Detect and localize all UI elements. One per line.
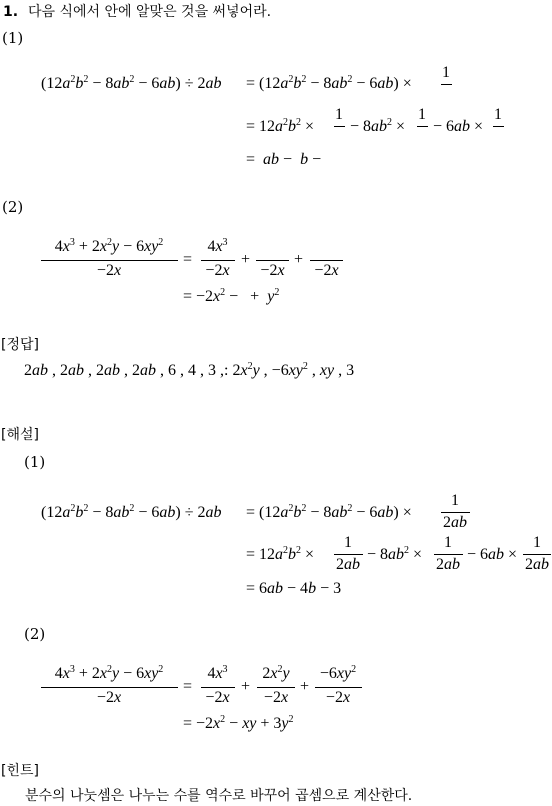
problem-p2-den: −2x xyxy=(96,262,122,279)
exp-p2-t1-bar xyxy=(201,687,235,688)
exp-p1-frac1-num: 1 xyxy=(451,492,459,509)
problem-p1-rhs2c: − 6ab × xyxy=(433,118,484,135)
exp-p1-rhs2: = $12a^2b^2$ × xyxy=(246,545,315,563)
exp-p2-t3-num: $-6xy^2$ xyxy=(319,664,357,682)
problem-p2-num: $4x^3 + 2x^2y - 6xy^2$ xyxy=(54,237,164,255)
problem-p1-rhs2b: − $8ab^2$ × xyxy=(350,117,406,135)
exp-p2-t3-bar xyxy=(315,687,362,688)
problem-p1-frac3-num: 1 xyxy=(418,106,426,123)
exp-p2-line2: = $-2x^2$ − xy + $3y^2$ xyxy=(183,714,294,732)
problem-p2-t1-num: $4x^3$ xyxy=(207,237,228,255)
problem-p1-frac4-num: 1 xyxy=(494,106,502,123)
problem-number: 1. xyxy=(3,4,19,20)
problem-p2-bar xyxy=(41,260,178,261)
exp-p1-rhs2b: − $8ab^2$ × xyxy=(367,545,423,563)
exp-p2-t2-num: $2x^2y$ xyxy=(262,664,290,682)
exp-p1-frac4-num: 1 xyxy=(533,534,541,551)
exp-p1-frac3-num: 1 xyxy=(444,534,452,551)
problem-p1-frac3-bar xyxy=(417,126,428,127)
exp-p2-num: $4x^3 + 2x^2y - 6xy^2$ xyxy=(54,664,164,682)
exp-p1-frac2-num: 1 xyxy=(344,534,352,551)
exp-p2-t2-bar xyxy=(257,687,295,688)
exp-p2-plus2: + xyxy=(300,678,310,695)
exp-p2-bar xyxy=(41,687,178,688)
exp-p1-rhs3: = 6ab − 4b − 3 xyxy=(246,580,342,597)
problem-p1-rhs3: = ab − b − xyxy=(246,151,322,168)
exp-p1-frac3-den: 2ab xyxy=(436,556,460,573)
explanation-part2-label: (2) xyxy=(24,625,46,643)
problem-p1-frac2-num: 1 xyxy=(335,106,343,123)
problem-p2-t1-den: −2x xyxy=(205,262,230,279)
problem-p2-t2-bar xyxy=(256,260,289,261)
problem-p1-frac4-bar xyxy=(493,126,504,127)
problem-instruction: 다음 식에서 안에 알맞은 것을 써넣어라. xyxy=(28,4,272,20)
exp-p1-rhs2c: − 6ab × xyxy=(467,546,518,563)
part1-label: (1) xyxy=(2,29,24,47)
answer-text: 2ab , 2ab , 2ab , 2ab , 6 , 4 , 3 ,: $2x^2y$ , $-6xy^2$ , xy , 3 xyxy=(24,361,355,379)
problem-p2-eq: = xyxy=(183,251,193,268)
problem-p2-t1-bar xyxy=(201,260,235,261)
problem-p1-frac2-bar xyxy=(334,126,345,127)
answer-label: [정답] xyxy=(1,337,39,353)
exp-p1-frac4-bar xyxy=(523,554,551,555)
problem-p2-t3-den: −2x xyxy=(314,262,339,279)
hint-label: [힌트] xyxy=(1,763,39,779)
exp-p1-frac2-bar xyxy=(334,554,363,555)
problem-p2-t2-den: −2x xyxy=(260,262,285,279)
exp-p2-t1-den: −2x xyxy=(205,689,230,706)
exp-p1-frac3-bar xyxy=(434,554,463,555)
explanation-part1-label: (1) xyxy=(24,453,46,471)
exp-p2-den: −2x xyxy=(96,689,122,706)
exp-p1-frac1-bar xyxy=(441,512,470,513)
exp-p1-frac1-den: 2ab xyxy=(443,514,467,531)
problem-p2-t3-bar xyxy=(310,260,343,261)
exp-p2-eq: = xyxy=(183,678,193,695)
hint-text: 분수의 나눗셈은 나누는 수를 역수로 바꾸어 곱셈으로 계산한다. xyxy=(25,788,413,804)
exp-p2-t1-num: $4x^3$ xyxy=(207,664,228,682)
problem-p2-line2: = $-2x^2$ − + $y^2$ xyxy=(183,287,280,305)
explanation-label: [해설] xyxy=(1,427,39,443)
exp-p1-lhs: $(12a^2b^2 - 8ab^2 - 6ab) \div 2ab$ xyxy=(41,503,222,521)
problem-p2-plus1: + xyxy=(241,251,251,268)
problem-p2-plus2: + xyxy=(294,251,304,268)
exp-p2-t2-den: −2x xyxy=(263,689,289,706)
problem-p1-rhs2: = $12a^2b^2$ × xyxy=(246,117,315,135)
exp-p1-frac2-den: 2ab xyxy=(336,556,360,573)
problem-p1-rhs1: = $(12a^2b^2 - 8ab^2 - 6ab)$ × xyxy=(246,74,412,92)
problem-p1-frac1-num: 1 xyxy=(442,64,450,81)
exp-p1-frac4-den: 2ab xyxy=(525,556,549,573)
problem-p1-frac1-bar xyxy=(441,84,452,85)
exp-p1-rhs1: = $(12a^2b^2 - 8ab^2 - 6ab)$ × xyxy=(246,503,412,521)
exp-p2-plus1: + xyxy=(241,678,251,695)
exp-p2-t3-den: −2x xyxy=(325,689,351,706)
part2-label: (2) xyxy=(2,198,24,216)
problem-p1-lhs: $(12a^2b^2 - 8ab^2 - 6ab) \div 2ab$ xyxy=(41,74,222,92)
